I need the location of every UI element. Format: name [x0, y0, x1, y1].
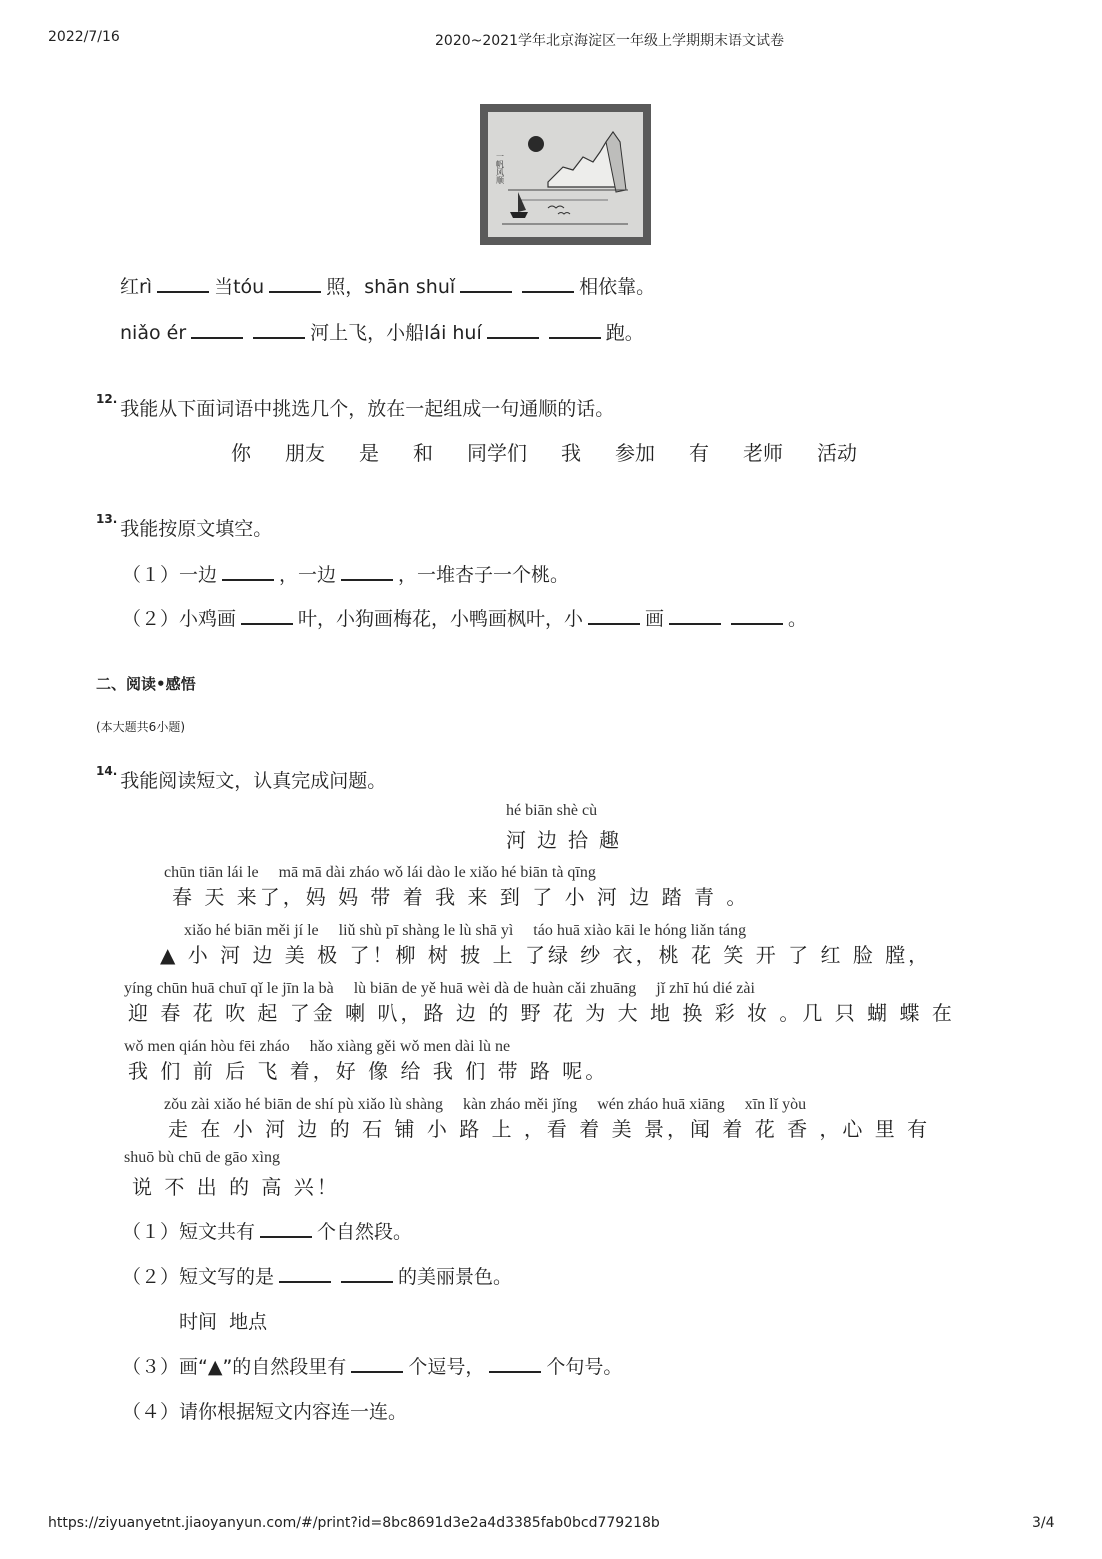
- section-title: 二、阅读•感悟: [96, 675, 196, 693]
- answer-blank[interactable]: [269, 277, 321, 293]
- poem-line-1: 红rì 当tóu 照，shān shuǐ 相依靠。: [120, 276, 656, 298]
- answer-blank[interactable]: [588, 609, 640, 625]
- question-12: [96, 394, 614, 421]
- word-item: 你: [231, 441, 251, 465]
- word-item: 老师: [743, 441, 783, 465]
- q14-sub-2-hint: 时间 地点: [179, 1311, 268, 1333]
- question-number: 12.: [96, 392, 118, 406]
- landscape-picture: [480, 104, 651, 245]
- passage-pinyin-line: xiǎo hé biān měi jí le liǔ shù pī shàng le lù shā yì táo huā xiào kāi le hóng liǎn táng: [184, 922, 747, 939]
- word-item: 和: [413, 441, 433, 465]
- passage-pinyin-line: shuō bù chū de gāo xìng: [124, 1149, 280, 1166]
- answer-blank[interactable]: [351, 1357, 403, 1373]
- q14-sub-4: （４）请你根据短文内容连一连。: [122, 1401, 408, 1423]
- answer-blank[interactable]: [549, 323, 601, 339]
- answer-blank[interactable]: [157, 277, 209, 293]
- passage-title: 河边拾趣: [506, 828, 630, 852]
- answer-blank[interactable]: [487, 323, 539, 339]
- question-text: 我能按原文填空。: [120, 518, 273, 540]
- q14-sub-1: （１）短文共有 个自然段。: [122, 1221, 413, 1243]
- word-item: 朋友: [285, 441, 325, 465]
- answer-blank[interactable]: [253, 323, 305, 339]
- document-title: 2020~2021学年北京海淀区一年级上学期期末语文试卷: [435, 33, 784, 49]
- answer-blank[interactable]: [279, 1267, 331, 1283]
- passage-pinyin-line: chūn tiān lái le mā mā dài zháo wǒ lái dào le xiǎo hé biān tà qīng: [164, 864, 596, 881]
- question-14: [96, 766, 386, 793]
- passage-pinyin-line: yíng chūn huā chuī qǐ le jīn la bà lù biān de yě huā wèi dà de huàn cǎi zhuāng jǐ zhī hú dié zài: [124, 980, 755, 997]
- answer-blank[interactable]: [241, 609, 293, 625]
- word-bank: [231, 437, 857, 466]
- passage-title-pinyin: hé biān shè cù: [506, 802, 598, 819]
- word-item: 同学们: [467, 441, 527, 465]
- q13-item-1: （１）一边 ，一边 ，一堆杏子一个桃。: [122, 564, 570, 586]
- print-date: 2022/7/16: [48, 29, 120, 45]
- answer-blank[interactable]: [522, 277, 574, 293]
- poem-line-2: niǎo ér 河上飞，小船lái huí 跑。: [120, 322, 644, 344]
- answer-blank[interactable]: [489, 1357, 541, 1373]
- passage-text-line: ▲ 小 河 边 美 极 了！柳 树 披 上 了绿 纱 衣，桃 花 笑 开 了 红 脸 膛，: [160, 943, 932, 967]
- page-number: 3/4: [1032, 1515, 1055, 1531]
- passage-text-line: 走 在 小 河 边 的 石 铺 小 路 上 ，看 着 美 景，闻 着 花 香 ，心 里 有: [168, 1117, 931, 1141]
- word-item: 参加: [615, 441, 655, 465]
- answer-blank[interactable]: [341, 1267, 393, 1283]
- question-text: 我能从下面词语中挑选几个，放在一起组成一句通顺的话。: [120, 398, 615, 420]
- question-number: 13.: [96, 512, 118, 526]
- answer-blank[interactable]: [341, 565, 393, 581]
- q14-sub-2: （２）短文写的是 的美丽景色。: [122, 1266, 513, 1288]
- passage-text-line: 迎 春 花 吹 起 了金 喇 叭，路 边 的 野 花 为 大 地 换 彩 妆 。几 只 蝴 蝶 在: [128, 1001, 955, 1025]
- word-item: 我: [561, 441, 581, 465]
- q14-sub-3: （３）画“▲”的自然段里有 个逗号， 个句号。: [122, 1356, 623, 1378]
- question-number: 14.: [96, 764, 118, 778]
- q13-item-2: （２）小鸡画 叶，小狗画梅花，小鸭画枫叶，小 画 。: [122, 608, 808, 630]
- answer-blank[interactable]: [191, 323, 243, 339]
- landscape-sketch-icon: [488, 112, 643, 237]
- footer-url[interactable]: https://ziyuanyetnt.jiaoyanyun.com/#/print?id=8bc8691d3e2a4d3385fab0bcd779218b: [48, 1515, 660, 1531]
- word-item: 有: [689, 441, 709, 465]
- answer-blank[interactable]: [731, 609, 783, 625]
- svg-text:一帆风顺: 一帆风顺: [495, 152, 505, 184]
- passage-pinyin-line: wǒ men qián hòu fēi zháo hǎo xiàng gěi wǒ men dài lù ne: [124, 1038, 511, 1055]
- answer-blank[interactable]: [260, 1222, 312, 1238]
- answer-blank[interactable]: [669, 609, 721, 625]
- passage-text-line: 说 不 出 的 高 兴！: [132, 1175, 340, 1199]
- question-text: 我能阅读短文，认真完成问题。: [120, 770, 387, 792]
- passage-text-line: 春 天 来了，妈 妈 带 着 我 来 到 了 小 河 边 踏 青 。: [172, 885, 750, 909]
- word-item: 活动: [817, 441, 857, 465]
- answer-blank[interactable]: [460, 277, 512, 293]
- word-item: 是: [359, 441, 379, 465]
- section-note: (本大题共6小题): [96, 720, 185, 734]
- answer-blank[interactable]: [222, 565, 274, 581]
- passage-pinyin-line: zǒu zài xiǎo hé biān de shí pù xiǎo lù shàng kàn zháo měi jǐng wén zháo huā xiāng xīn lǐ yòu: [164, 1096, 807, 1113]
- question-13: [96, 514, 272, 541]
- passage-text-line: 我 们 前 后 飞 着，好 像 给 我 们 带 路 呢。: [128, 1059, 609, 1083]
